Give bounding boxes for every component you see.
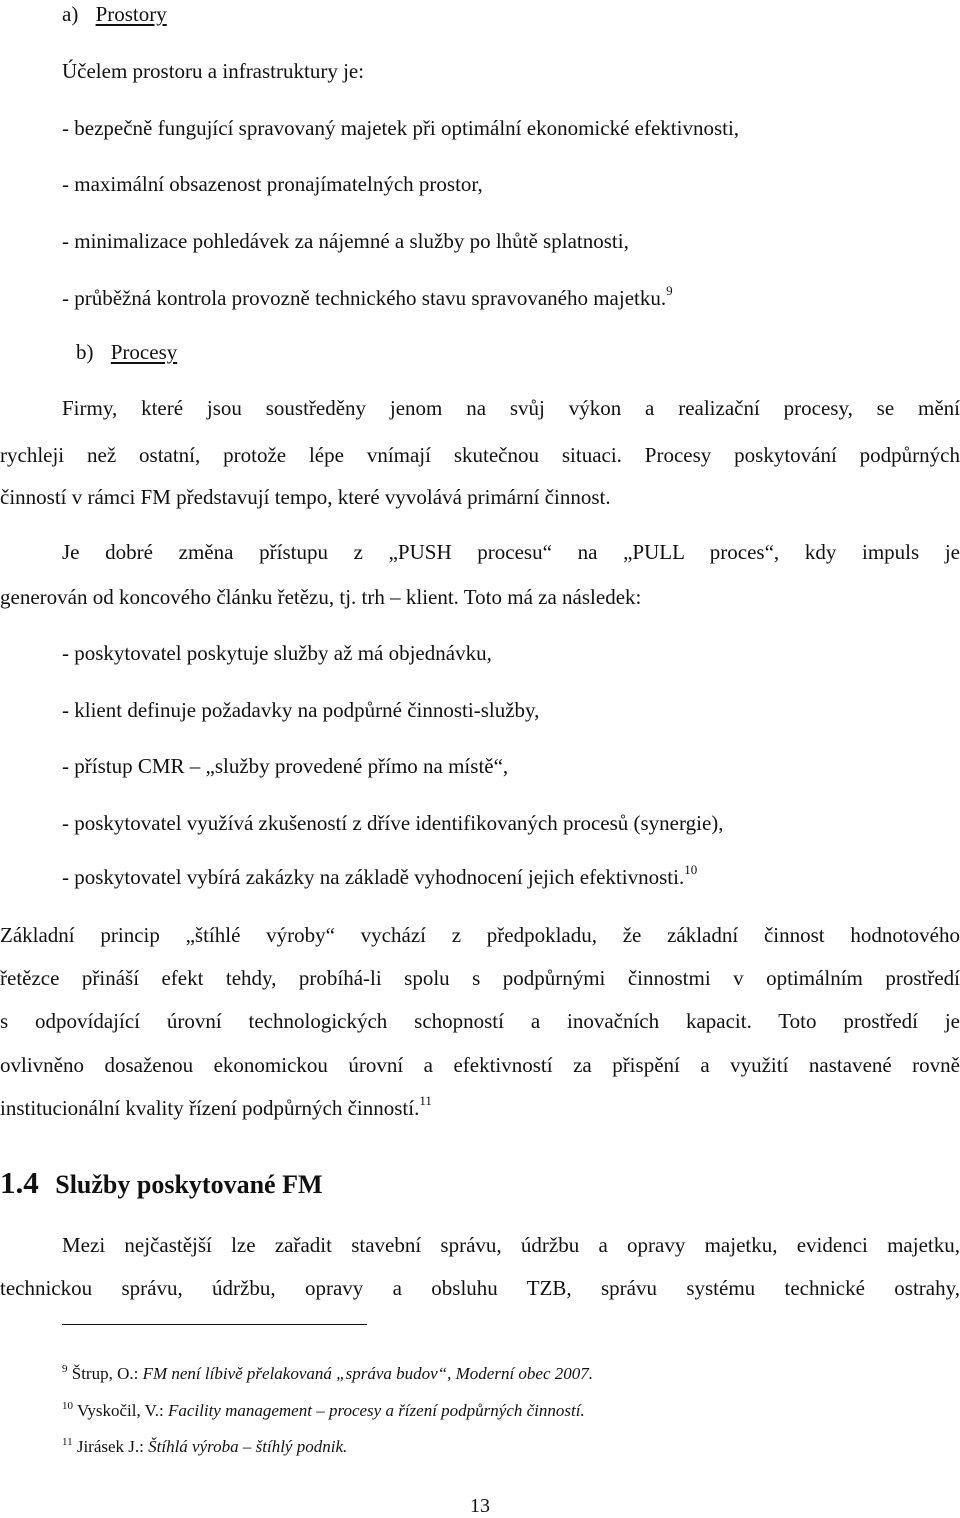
paragraph-line: generován od koncového článku řetězu, tj. trh – klient. Toto má za následek:: [0, 585, 642, 609]
paragraph-line: Základní princip „štíhlé výroby“ vychází z předpokladu, že základní činnost hodnotového: [0, 923, 960, 947]
section-title: Služby poskytované FM: [55, 1170, 323, 1199]
section-a-title: Prostory: [95, 2, 167, 26]
footnote-text: Štíhlá výroba – štíhlý podnik.: [148, 1437, 348, 1456]
section-a-marker: a): [62, 2, 79, 26]
paragraph-line: Je dobré změna přístupu z „PUSH procesu“ na „PULL proces“, kdy impuls je: [62, 540, 960, 564]
footnote-ref: 11: [419, 1093, 432, 1108]
footnote-author: Jirásek J.:: [76, 1437, 149, 1456]
list-item: - průběžná kontrola provozně technického stavu spravovaného majetku.: [62, 286, 667, 310]
paragraph-line: činností v rámci FM představují tempo, které vyvolává primární činnost.: [0, 485, 611, 509]
section-b-marker: b): [76, 340, 94, 364]
list-item: - klient definuje požadavky na podpůrné činnosti-služby,: [62, 698, 540, 722]
footnote-text: Facility management – procesy a řízení podpůrných činností.: [167, 1401, 585, 1420]
section-a-heading: [62, 0, 960, 28]
paragraph-line: Firmy, které jsou soustředěny jenom na svůj výkon a realizační procesy, se mění: [62, 396, 960, 420]
footnote-text: FM není líbivě přelakovaná „správa budov“, Moderní obec 2007.: [142, 1364, 594, 1383]
list-item: - poskytovatel vybírá zakázky na základě vyhodnocení jejich efektivnosti.: [62, 865, 685, 889]
list-item: - poskytovatel využívá zkušeností z dříve identifikovaných procesů (synergie),: [62, 811, 724, 835]
footnote-author: Vyskočil, V.:: [76, 1401, 168, 1420]
section-heading: [0, 1167, 323, 1201]
footnote: [62, 1363, 593, 1385]
paragraph-line: s odpovídající úrovní technologických schopností a inovačních kapacit. Toto prostředí je: [0, 1009, 960, 1033]
footnote-ref: 10: [684, 862, 698, 877]
footnote-ref: 9: [666, 283, 673, 298]
footnote-number: 11: [62, 1436, 73, 1448]
paragraph-line-with-footnote: [0, 1094, 960, 1122]
paragraph-line: ovlivněno dosaženou ekonomickou úrovní a efektivností za přispění a využití nastavené rovně: [0, 1053, 960, 1077]
list-item: - maximální obsazenost pronajímatelných prostor,: [62, 172, 483, 196]
footnote-author: Štrup, O.:: [71, 1364, 143, 1383]
section-b-title: Procesy: [110, 340, 178, 364]
list-item-with-footnote: [62, 284, 960, 312]
paragraph-line: institucionální kvality řízení podpůrných činností.: [0, 1096, 420, 1120]
paragraph-line: řetězce přináší efekt tehdy, probíhá-li spolu s podpůrnými činnostmi v optimálním prostředí: [0, 966, 960, 990]
footnote-number: 9: [62, 1363, 68, 1375]
list-item: - bezpečně fungující spravovaný majetek při optimální ekonomické efektivnosti,: [62, 116, 740, 140]
section-b-heading: [76, 338, 960, 366]
list-item: - poskytovatel poskytuje služby až má objednávku,: [62, 641, 492, 665]
page-number: 13: [470, 1495, 490, 1517]
section-number: 1.4: [0, 1165, 39, 1200]
list-item: - přístup CMR – „služby provedené přímo na místě“,: [62, 754, 509, 778]
paragraph-line: rychleji než ostatní, protože lépe vnímají skutečnou situaci. Procesy poskytování podpůrných: [0, 443, 960, 467]
footnote: [62, 1400, 585, 1422]
footnote: [62, 1436, 347, 1458]
list-item-with-footnote: [62, 863, 960, 891]
section-a-intro: Účelem prostoru a infrastruktury je:: [62, 59, 365, 83]
list-item: - minimalizace pohledávek za nájemné a služby po lhůtě splatnosti,: [62, 229, 629, 253]
footnote-separator: [62, 1324, 367, 1325]
footnote-number: 10: [62, 1400, 73, 1412]
paragraph-line: Mezi nejčastější lze zařadit stavební správu, údržbu a opravy majetku, evidenci majetku,: [62, 1233, 960, 1257]
paragraph-line: technickou správu, údržbu, opravy a obsluhu TZB, správu systému technické ostrahy,: [0, 1276, 960, 1300]
